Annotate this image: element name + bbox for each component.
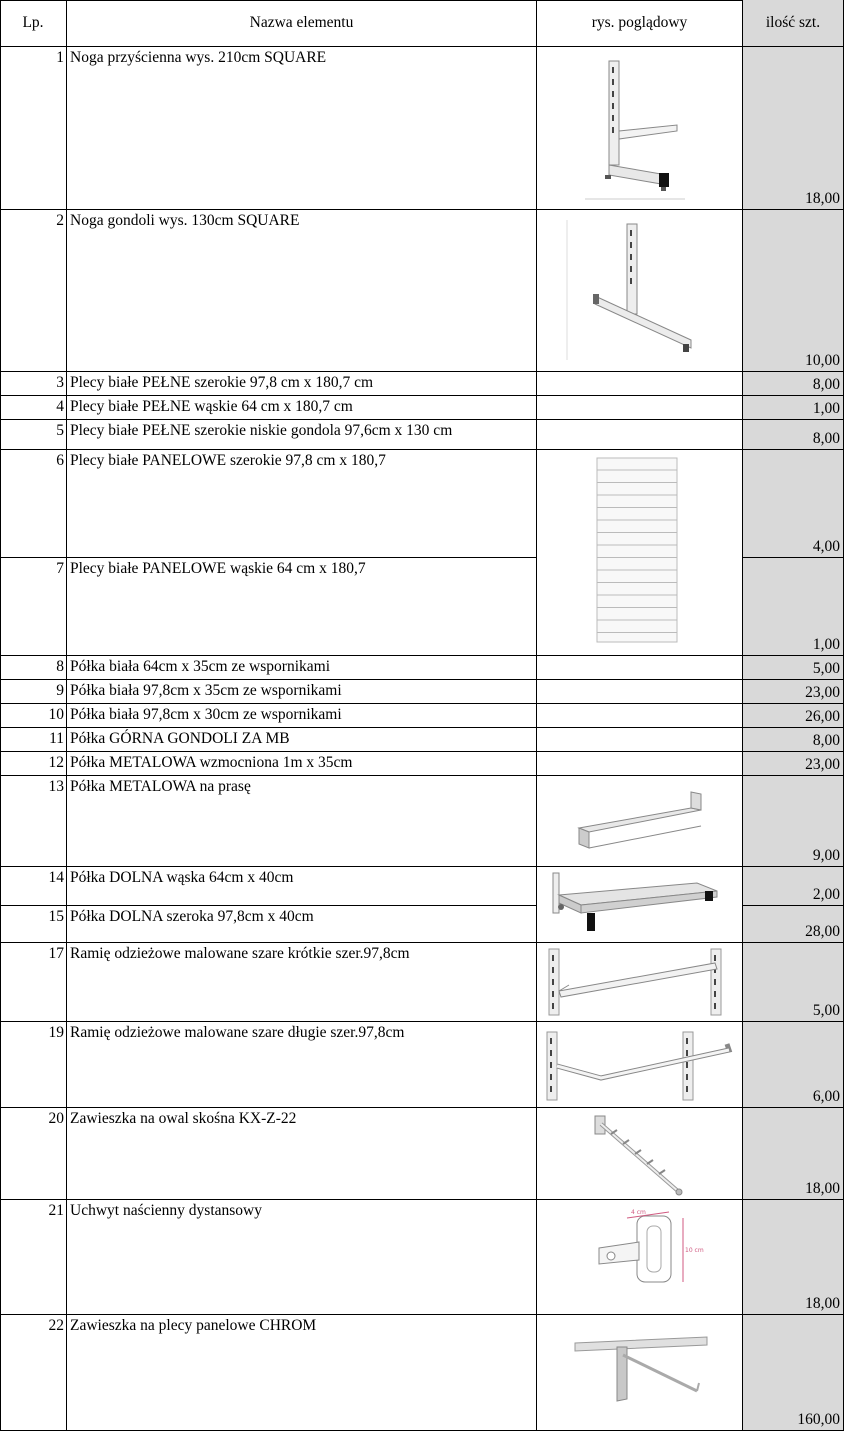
row-qty (743, 396, 844, 420)
row-qty (743, 558, 844, 656)
row-name: Zawieszka na owal skośna KX-Z-22 (67, 1108, 537, 1200)
row-name: Półka METALOWA na prasę (67, 776, 537, 867)
row-qty-value: 5,00 (812, 1002, 840, 1019)
gondola-leg-icon (537, 210, 742, 371)
long-clothes-rail-icon (537, 1022, 742, 1107)
row-name: Ramię odzieżowe malowane szare krótkie szer.97,8cm (67, 943, 537, 1022)
row-qty-value: 28,00 (805, 923, 840, 940)
empty-picture-cell (537, 704, 743, 728)
row-lp: 11 (0, 728, 67, 752)
header-picture (537, 0, 743, 47)
row-lp: 10 (0, 704, 67, 728)
row-qty (743, 943, 844, 1022)
row-qty-value: 18,00 (805, 1295, 840, 1312)
row-lp: 14 (0, 867, 67, 906)
row-qty-value: 23,00 (805, 684, 840, 701)
press-shelf-icon (537, 776, 742, 866)
picture-cell (537, 47, 743, 210)
row-lp: 17 (0, 943, 67, 1022)
row-lp: 15 (0, 906, 67, 943)
row-qty (743, 704, 844, 728)
picture-cell (537, 867, 743, 943)
row-qty-value: 10,00 (805, 352, 840, 369)
row-qty (743, 776, 844, 867)
row-lp: 3 (0, 372, 67, 396)
empty-picture-cell (537, 728, 743, 752)
header-qty (743, 0, 844, 47)
row-lp: 21 (0, 1200, 67, 1315)
spacer-bracket-icon (537, 1200, 742, 1314)
picture-cell (537, 1022, 743, 1108)
picture-cell (537, 1108, 743, 1200)
header-lp-label: Lp. (22, 14, 44, 31)
bottom-shelf-icon (537, 867, 742, 942)
header-lp (0, 0, 67, 47)
row-name: Zawieszka na plecy panelowe CHROM (67, 1315, 537, 1431)
row-qty (743, 1315, 844, 1431)
row-name: Półka GÓRNA GONDOLI ZA MB (67, 728, 537, 752)
row-lp: 20 (0, 1108, 67, 1200)
row-lp: 19 (0, 1022, 67, 1108)
row-qty (743, 656, 844, 680)
header-name (67, 0, 537, 47)
row-qty (743, 47, 844, 210)
row-qty-value: 1,00 (812, 400, 840, 417)
row-name: Półka METALOWA wzmocniona 1m x 35cm (67, 752, 537, 776)
picture-cell (537, 450, 743, 656)
row-name: Plecy białe PEŁNE szerokie niskie gondola 97,6cm x 130 cm (67, 420, 537, 450)
row-qty-value: 8,00 (812, 732, 840, 749)
row-qty-value: 160,00 (797, 1411, 840, 1428)
row-qty (743, 867, 844, 906)
row-name: Plecy białe PEŁNE szerokie 97,8 cm x 180,7 cm (67, 372, 537, 396)
row-qty-value: 5,00 (812, 660, 840, 677)
row-qty (743, 1108, 844, 1200)
row-qty-value: 8,00 (812, 376, 840, 393)
row-qty-value: 8,00 (812, 430, 840, 447)
empty-picture-cell (537, 680, 743, 704)
header-qty-label: ilość szt. (765, 14, 821, 31)
row-lp: 7 (0, 558, 67, 656)
row-name: Ramię odzieżowe malowane szare długie szer.97,8cm (67, 1022, 537, 1108)
row-qty (743, 420, 844, 450)
picture-cell (537, 776, 743, 867)
row-lp: 13 (0, 776, 67, 867)
empty-picture-cell (537, 752, 743, 776)
row-qty-value: 26,00 (805, 708, 840, 725)
row-name: Półka biała 97,8cm x 35cm ze wspornikami (67, 680, 537, 704)
svg-text:10 cm: 10 cm (685, 1247, 704, 1254)
row-name: Półka DOLNA szeroka 97,8cm x 40cm (67, 906, 537, 943)
panel-hook-icon (537, 1315, 742, 1430)
picture-cell (537, 1200, 743, 1315)
row-lp: 22 (0, 1315, 67, 1431)
row-qty-value: 2,00 (812, 886, 840, 903)
row-qty-value: 18,00 (805, 190, 840, 207)
empty-picture-cell (537, 420, 743, 450)
row-name: Plecy białe PANELOWE szerokie 97,8 cm x 180,7 (67, 450, 537, 558)
header-name-label: Nazwa elementu (249, 14, 354, 31)
row-qty-value: 6,00 (812, 1088, 840, 1105)
row-lp: 12 (0, 752, 67, 776)
row-name: Półka DOLNA wąska 64cm x 40cm (67, 867, 537, 906)
row-qty (743, 1022, 844, 1108)
row-name: Plecy białe PEŁNE wąskie 64 cm x 180,7 cm (67, 396, 537, 420)
row-qty-value: 1,00 (812, 636, 840, 653)
row-qty (743, 1200, 844, 1315)
row-qty (743, 728, 844, 752)
slatwall-panel-icon (537, 450, 742, 655)
row-lp: 8 (0, 656, 67, 680)
row-name: Uchwyt naścienny dystansowy (67, 1200, 537, 1315)
row-qty-value: 23,00 (805, 756, 840, 773)
empty-picture-cell (537, 396, 743, 420)
row-lp: 2 (0, 210, 67, 372)
picture-cell (537, 1315, 743, 1431)
svg-text:4 cm: 4 cm (631, 1209, 646, 1216)
row-qty (743, 752, 844, 776)
row-lp: 6 (0, 450, 67, 558)
wall-leg-icon (537, 47, 742, 209)
row-name: Plecy białe PANELOWE wąskie 64 cm x 180,7 (67, 558, 537, 656)
picture-cell (537, 210, 743, 372)
row-qty (743, 372, 844, 396)
short-clothes-rail-icon (537, 943, 742, 1021)
row-lp: 9 (0, 680, 67, 704)
row-name: Noga przyścienna wys. 210cm SQUARE (67, 47, 537, 210)
row-qty-value: 4,00 (812, 538, 840, 555)
row-lp: 1 (0, 47, 67, 210)
row-qty (743, 906, 844, 943)
row-name: Półka biała 97,8cm x 30cm ze wspornikami (67, 704, 537, 728)
row-qty-value: 9,00 (812, 847, 840, 864)
row-lp: 4 (0, 396, 67, 420)
row-qty-value: 18,00 (805, 1180, 840, 1197)
slanted-hook-icon (537, 1108, 742, 1199)
row-name: Półka biała 64cm x 35cm ze wspornikami (67, 656, 537, 680)
row-qty (743, 450, 844, 558)
picture-cell (537, 943, 743, 1022)
row-lp: 5 (0, 420, 67, 450)
row-name: Noga gondoli wys. 130cm SQUARE (67, 210, 537, 372)
header-picture-label: rys. poglądowy (591, 14, 688, 31)
empty-picture-cell (537, 656, 743, 680)
row-qty (743, 210, 844, 372)
row-qty (743, 680, 844, 704)
empty-picture-cell (537, 372, 743, 396)
